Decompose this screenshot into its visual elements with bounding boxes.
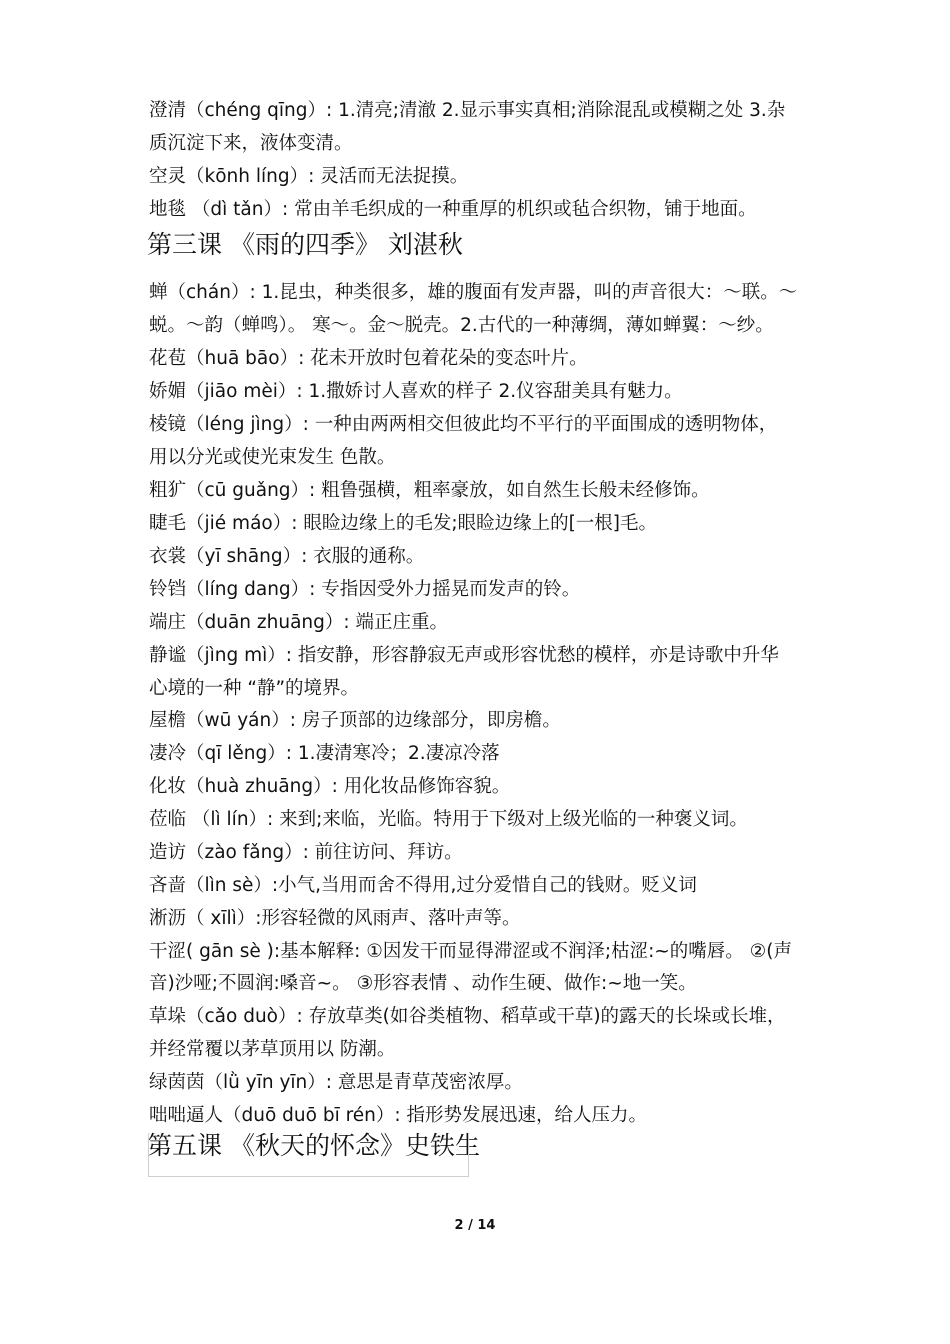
entry-line: 棱镜（léng jìng）: 一种由两两相交但彼此均不平行的平面围成的透明物体， <box>149 414 778 435</box>
lesson-heading: 第三课 《雨的四季》 刘湛秋 <box>147 230 463 259</box>
entry-line: 蝉（chán）: 1.昆虫，种类很多，雄的腹面有发声器，叫的声音很大：～联。～ <box>149 282 798 303</box>
entry-line: 静谧（jìng mì）: 指安静，形容静寂无声或形容忧愁的模样，亦是诗歌中升华 <box>149 645 779 666</box>
entry-line: 绿茵茵（lǜ yīn yīn）: 意思是青草茂密浓厚。 <box>149 1072 523 1093</box>
entry-line: 蜕。～韵（蝉鸣）。 寒～。金～脱壳。2.古代的一种薄绸，薄如蝉翼：～纱。 <box>149 315 774 336</box>
entry-line: 吝啬（lìn sè）:小气,当用而舍不得用,过分爱惜自己的钱财。贬义词 <box>149 875 697 896</box>
entry-line: 造访（zào fǎng）: 前往访问、拜访。 <box>149 842 463 863</box>
entry-line: 心境的一种 “静”的境界。 <box>149 678 360 699</box>
entry-line: 娇媚（jiāo mèi）: 1.撒娇讨人喜欢的样子 2.仪容甜美具有魅力。 <box>149 381 683 402</box>
entry-line: 端庄（duān zhuāng）: 端正庄重。 <box>149 612 448 633</box>
entry-line: 并经常覆以茅草顶用以 防潮。 <box>149 1039 396 1060</box>
entry-line: 干涩( gān sè ):基本解释: ①因发干而显得滞涩或不润泽;枯涩:~的嘴唇。 ②(声 <box>149 941 792 962</box>
entry-line: 澄清（chéng qīng）: 1.清亮;清澈 2.显示事实真相;消除混乱或模糊之处 3.杂 <box>149 100 786 121</box>
entry-line: 音)沙哑;不圆润:嗓音~。 ③形容表情 、动作生硬、做作:~地一笑。 <box>149 973 697 994</box>
entry-line: 用以分光或使光束发生 色散。 <box>149 447 396 468</box>
entry-line: 粗犷（cū guǎng）: 粗鲁强横，粗率豪放，如自然生长般未经修饰。 <box>149 480 710 501</box>
entry-line: 凄冷（qī lěng）: 1.凄清寒冷；2.凄凉冷落 <box>149 743 500 764</box>
page-number: 2 / 14 <box>454 1218 496 1233</box>
heading-frame <box>148 1133 469 1177</box>
entry-line: 地毯 （dì tǎn）: 常由羊毛织成的一种重厚的机织或毡合织物，铺于地面。 <box>149 199 757 220</box>
entry-line: 铃铛（líng dang）: 专指因受外力摇晃而发声的铃。 <box>149 579 581 600</box>
entry-line: 空灵（kōnh líng）: 灵活而无法捉摸。 <box>149 166 469 187</box>
entry-line: 淅沥（ xīlì）:形容轻微的风雨声、落叶声等。 <box>149 908 521 929</box>
entry-line: 质沉淀下来，液体变清。 <box>149 133 353 154</box>
entry-line: 莅临 （lì lín）: 来到;来临，光临。特用于下级对上级光临的一种褒义词。 <box>149 809 748 830</box>
lesson-heading: 第五课 《秋天的怀念》史铁生 <box>147 1131 480 1160</box>
entry-line: 睫毛（jié máo）: 眼睑边缘上的毛发;眼睑边缘上的[一根]毛。 <box>149 513 658 534</box>
entry-line: 花苞（huā bāo）: 花未开放时包着花朵的变态叶片。 <box>149 348 588 369</box>
entry-line: 屋檐（wū yán）: 房子顶部的边缘部分，即房檐。 <box>149 710 561 731</box>
entry-line: 草垛（cǎo duò）: 存放草类(如谷类植物、稻草或干草)的露天的长垛或长堆， <box>149 1006 786 1027</box>
entry-line: 衣裳（yī shāng）: 衣服的通称。 <box>149 546 425 567</box>
entry-line: 化妆（huà zhuāng）: 用化妆品修饰容貌。 <box>149 776 511 797</box>
entry-line: 咄咄逼人（duō duō bī rén）: 指形势发展迅速，给人压力。 <box>149 1105 648 1126</box>
